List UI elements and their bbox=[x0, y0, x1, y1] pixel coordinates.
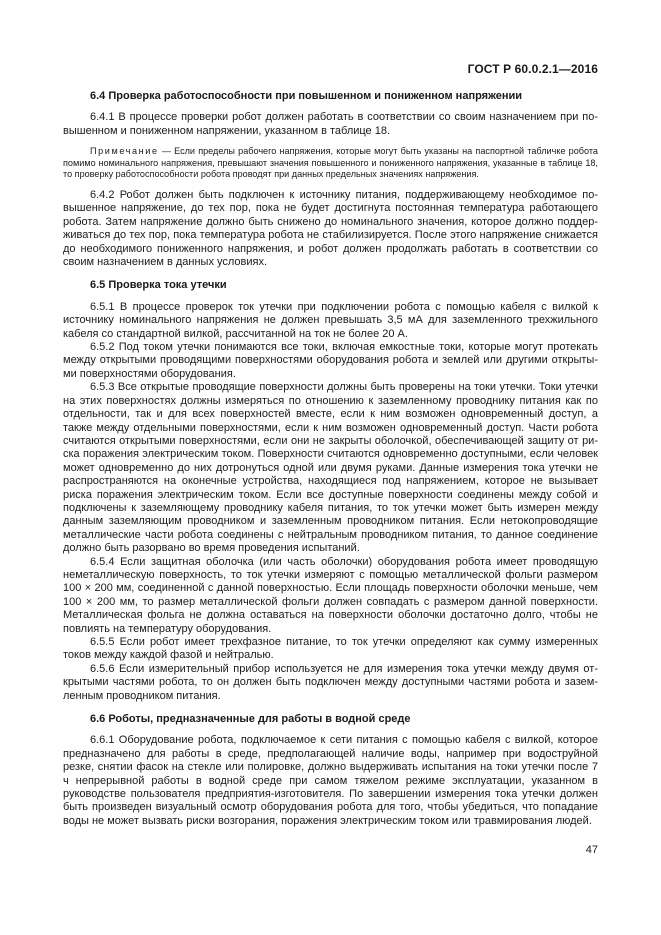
paragraph: 6.5.1 В процессе проверок ток утечки при подключении робота с помощью кабеля с вилкой к источнику номинального напряжения не должен превышать 3,5 мА для заземленного трехжильного кабеля со стандартной вилкой, рассчитанной на ток не более 20 А. bbox=[63, 300, 598, 340]
document-id: ГОСТ Р 60.0.2.1—2016 bbox=[467, 62, 598, 76]
paragraph: 6.6.1 Оборудование робота, подключаемое к сети питания с помощью кабеля с вилкой, которое предназначено для работы в среде, предполагающей наличие воды, например при водоструйной резке, снятии фасок на стекле или полировке, должно выдерживать испытания на токи утечки после 7 ч непрерывной работы в водной среде при самом тяжелом режиме эксплуатации, указанном в руководстве пользователя предприятия-изготовителя. По завершении измерения тока утечки должен быть произведен визуальный осмотр оборудования робота для того, чтобы убедиться, что попадание воды не может вызвать риски возгорания, поражения электрическим током или травмирования людей. bbox=[63, 734, 598, 827]
section-heading: 6.5 Проверка тока утечки bbox=[90, 279, 227, 292]
note-label: Примечание bbox=[90, 146, 159, 157]
paragraph: 6.5.4 Если защитная оболочка (или часть оболочки) оборудования робота имеет проводящую неметаллическую поверхность, то ток утечки измеряют с помощью металлической фольги размером 100 × 200 мм, соединенной с данной поверхностью. Если площадь поверхности оболочки меньше, чем 100 × 200 мм, то размер металлической фольги должен совпадать с размером данной поверхности. Металлическая фольга не должна оставаться на поверхности оболочки достаточно долго, чтобы не повлиять на температуру оборудования. bbox=[63, 555, 598, 635]
section-heading: 6.6 Роботы, предназначенные для работы в водной среде bbox=[90, 713, 411, 726]
page-body bbox=[63, 90, 598, 828]
paragraph: 6.5.5 Если робот имеет трехфазное питание, то ток утечки определяют как сумму измеренных токов между каждой фазой и нейтралью. bbox=[63, 636, 598, 662]
page-number: 47 bbox=[585, 844, 598, 856]
paragraph: 6.5.2 Под током утечки понимаются все токи, включая емкостные токи, которые могут протекать между открытыми проводящими поверхностями оборудования робота и землей или другими открытыми поверхностями оборудования. bbox=[63, 341, 598, 380]
paragraph: 6.4.2 Робот должен быть подключен к источнику питания, поддерживающему необходимое повышенное напряжение, до тех пор, пока не будет достигнута постоянная температура работающего робота. Затем напряжение должно быть снижено до номинального значения, которое должно поддерживаться до тех пор, пока температура робота не стабилизируется. После этого напряжение снижается до необходимого пониженного напряжения, и робот должен продолжать работать в соответствии со своим назначением в данных условиях. bbox=[63, 189, 598, 269]
section-heading: 6.4 Проверка работоспособности при повышенном и пониженном напряжении bbox=[90, 90, 523, 102]
paragraph: 6.5.3 Все открытые проводящие поверхности должны быть проверены на токи утечки. Токи утечки на этих поверхностях должны измеряться по отношению к заземленному проводнику питания как по отдельности, так и для всех поверхностей вместе, если к ним возможен одновременный доступ, а также между отдельными поверхностями, если к ним возможен одновременный доступ. Части робота считаются открытыми поверхностями, если они не закрыты оболочкой, обеспечивающей защиту от риска поражения электрическим током. Поверхности считаются одновременно доступными, если человек может одновременно до них дотронуться одной или двумя руками. Данные измерения тока утечки не распространяются на оконечные устройства, находящиеся под напряжением, которое не вызывает риска поражения электрическим током. Если все доступные поверхности соединены между собой и подключены к заземляющему проводнику кабеля питания, то ток утечки может быть измерен между данным заземляющим проводником и заземленным проводником питания. Если нетокопроводящие металлические части робота соединены с нейтральным проводником питания, то данное соединение должно быть разорвано во время проведения испытаний. bbox=[63, 381, 598, 555]
paragraph: 6.5.6 Если измерительный прибор используется не для измерения тока утечки между двумя открытыми частями робота, то он должен быть подключен между доступными частями робота и заземленным проводником питания. bbox=[63, 662, 598, 702]
note-text: — Если пределы рабочего напряжения, которые могут быть указаны на паспортной табличке робота помимо номинального напряжения, превышают значения повышенного и пониженного напряжения, указанные в таблице 18, то проверку работоспособности робота проводят при данных предельных значениях напряжения. bbox=[63, 146, 598, 180]
note bbox=[63, 146, 598, 181]
paragraph: 6.4.1 В процессе проверки робот должен работать в соответствии со своим назначением при повышенном и пониженном напряжении, указанном в таблице 18. bbox=[63, 111, 598, 137]
